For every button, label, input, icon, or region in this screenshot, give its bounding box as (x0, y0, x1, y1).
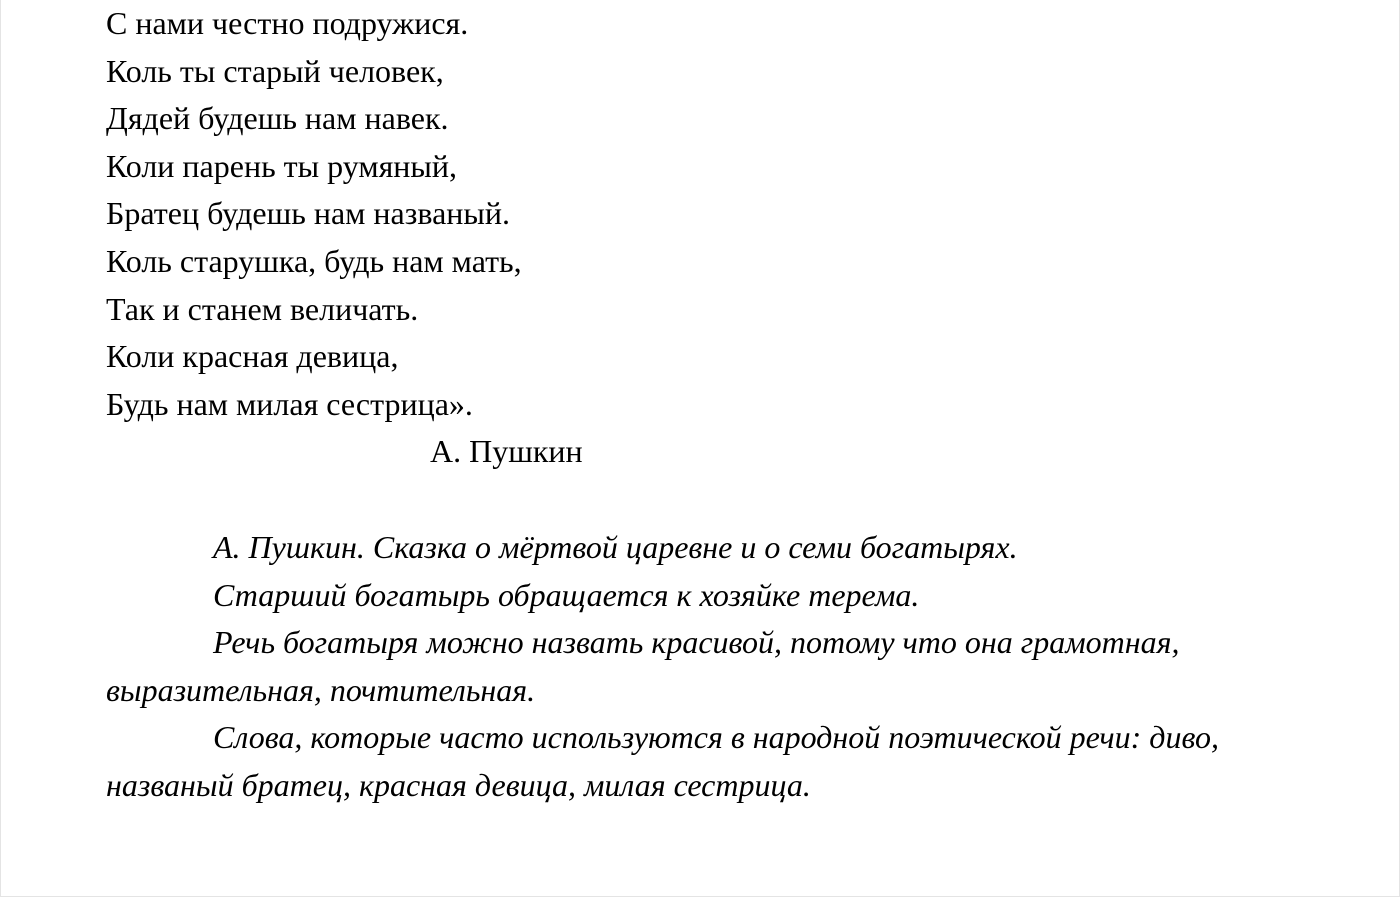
poem-author: А. Пушкин (430, 433, 583, 469)
poem-line: Дядей будешь нам навек. (106, 100, 449, 137)
poem-line: С нами честно подружися. (106, 5, 469, 41)
poem-line: Коли парень ты румяный, (106, 147, 458, 184)
poem-line: Коли красная девица, (106, 338, 399, 375)
poem-excerpt (106, 0, 1006, 428)
poem-line: Братец будешь нам названый. (106, 195, 511, 232)
poem-line: Коль ты старый человек, (106, 52, 444, 89)
note-source: А. Пушкин. Сказка о мёртвой царевне и о семи богатырях. (213, 529, 1018, 565)
note-folk-words: Слова, которые часто используются в народной поэтической речи: диво, названый братец, красная девица, милая сестрица. (106, 719, 1219, 803)
poem-line: Будь нам милая сестрица». (106, 385, 473, 422)
poem-line: Так и станем величать. (106, 290, 419, 327)
poem-line: Коль старушка, будь нам мать, (106, 242, 522, 279)
answer-notes (106, 524, 1306, 810)
note-addressee: Старший богатырь обращается к хозяйке терема. (213, 576, 920, 613)
note-speech-quality: Речь богатыря можно назвать красивой, потому что она грамотная, выразительная, почтительная. (106, 624, 1180, 708)
